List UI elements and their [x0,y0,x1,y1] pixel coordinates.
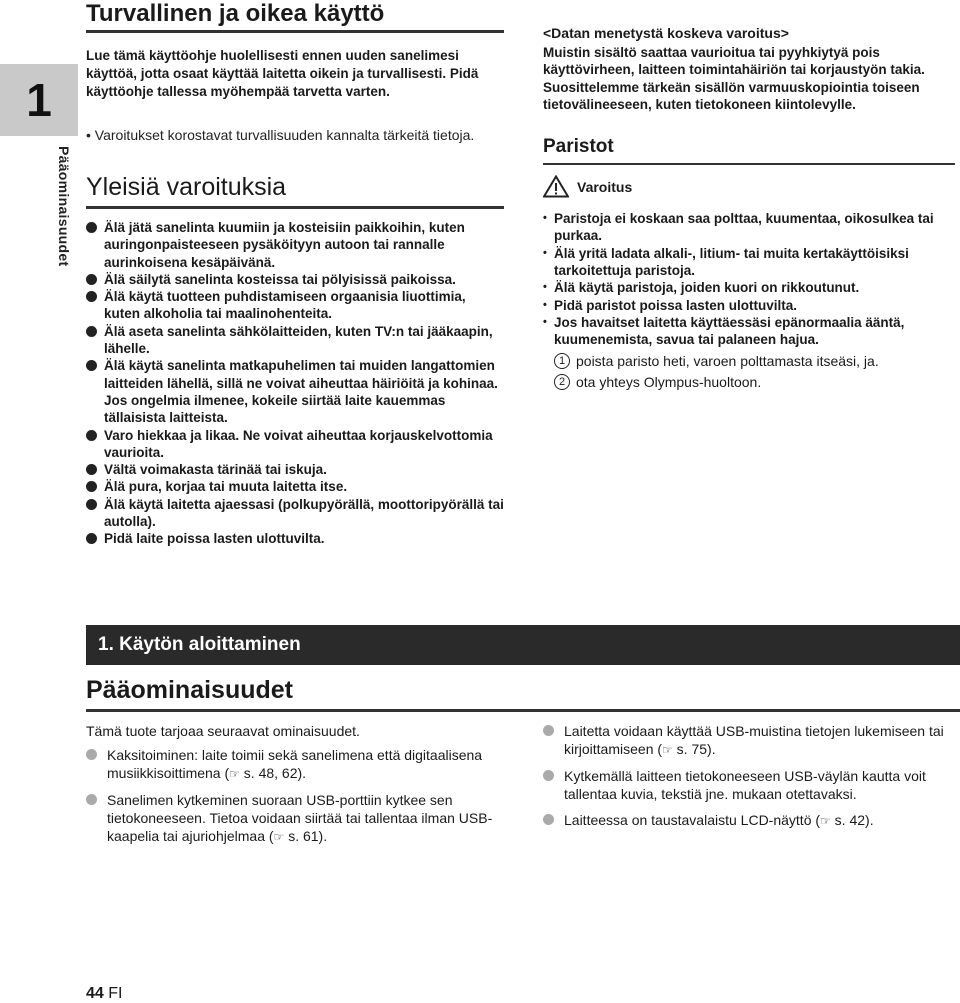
feature-item [543,767,955,803]
feature-ref: s. 42). [830,812,874,828]
warning-header [543,175,955,198]
right-column [543,24,955,391]
feature-text: Laitteessa on taustavalaistu LCD-näyttö ( [564,812,821,828]
step-row [543,373,955,391]
features-list-left [86,746,496,846]
safety-note: • Varoitukset korostavat turvallisuuden kannalta tärkeitä tietoja. [86,127,475,143]
feature-ref: s. 48, 62). [239,765,307,781]
features-left-column [86,722,496,854]
step-text: ota yhteys Olympus-huoltoon. [576,373,762,390]
battery-warning-item: • Pidä paristot poissa lasten ulottuvilta. [543,297,955,314]
battery-warning-item: • Jos havaitset laitetta käyttäessäsi epänormaalia ääntä, kuumenemista, savua tai palaneen hajua. [543,314,955,349]
battery-warning-item: • Paristoja ei koskaan saa polttaa, kuumentaa, oikosulkea tai purkaa. [543,210,955,245]
feature-ref: s. 75). [672,741,716,757]
warning-item: Vältä voimakasta tärinää tai iskuja. [86,461,504,478]
warning-triangle-icon [543,175,569,198]
section-side-label: Pääominaisuudet [56,146,72,267]
warning-item: Älä käytä laitetta ajaessasi (polkupyörällä, moottoripyörällä tai autolla). [86,496,504,531]
step-number: 2 [554,374,570,390]
page-reference-icon: ☞ [273,830,285,844]
general-warnings-title: Yleisiä varoituksia [86,172,504,209]
chapter-tab [0,64,78,136]
chapter-band: 1. Käytön aloittaminen [86,625,960,665]
warning-item: Varo hiekkaa ja likaa. Ne voivat aiheuttaa korjauskelvottomia vaurioita. [86,427,504,462]
page-number [86,985,122,1003]
features-intro: Tämä tuote tarjoaa seuraavat ominaisuudet. [86,723,360,739]
chapter-number: 1 [26,74,52,126]
features-title: Pääominaisuudet [86,675,960,712]
feature-text: Kaksitoiminen: laite toimii sekä sanelimena että digitaalisena musiikkisoittimena ( [107,747,483,781]
language-code: FI [108,985,123,1002]
batteries-title: Paristot [543,135,955,165]
step-text: poista paristo heti, varoen polttamasta itseäsi, ja. [576,352,879,369]
page-reference-icon: ☞ [229,767,240,781]
warning-item: Älä jätä sanelinta kuumiin ja kosteisiin paikkoihin, kuten auringonpaisteeseen pysäköityyn autoon tai rannalle aurinkoisena kesäpäivänä. [86,219,504,271]
feature-text: Sanelimen kytkeminen suoraan USB-porttiin kytkee sen tietokoneeseen. Tietoa voidaan siirtää tai tallentaa ilman USB-kaapelia tai ajuriohjelmaa ( [107,792,493,844]
battery-warnings-list [543,210,955,348]
battery-warning-item: • Älä yritä ladata alkali-, litium- tai muita kertakäyttöisiksi tarkoitettuja paristoja. [543,245,955,280]
page-number-value: 44 [86,985,104,1002]
step-row [543,352,955,370]
warning-item: Älä käytä tuotteen puhdistamiseen orgaanisia liuottimia, kuten alkoholia tai maalinohenteita. [86,288,504,323]
warning-item: Pidä laite poissa lasten ulottuvilta. [86,530,504,547]
step-number: 1 [554,353,570,369]
feature-item [86,746,496,783]
feature-text: Kytkemällä laitteen tietokoneeseen USB-väylän kautta voit tallentaa kuvia, tekstiä jne. mukaan otettavaksi. [564,768,926,802]
warning-label: Varoitus [577,178,633,195]
feature-text: Laitetta voidaan käyttää USB-muistina tietojen lukemiseen tai kirjoittamiseen ( [564,723,944,757]
warning-item: Älä käytä sanelinta matkapuhelimen tai muiden langattomien laitteiden lähellä, sillä ne voivat aiheuttaa häiriöitä ja kohinaa. Jos ongelmia ilmenee, kokeile siirtää laite kauemmas tällaisista laitteista. [86,357,504,426]
feature-item [86,791,496,846]
safety-intro: Lue tämä käyttöohje huolellisesti ennen uuden sanelimesi käyttöä, jotta osaat käyttää laitetta oikein ja turvallisesti. Pidä käyttöohje tallessa myöhempää tarvetta varten. [86,48,479,99]
data-loss-title: <Datan menetystä koskeva varoitus> [543,25,789,41]
features-right-column [543,722,955,838]
features-list-right [543,722,955,830]
feature-item [543,811,955,830]
data-loss-text: Muistin sisältö saattaa vaurioitua tai pyyhkiytyä pois käyttövirheen, laitteen toimintahäiriön tai korjaustyön takia. Suosittelemme tärkeän sisällön varmuuskopiointia toiseen tietovälineeseen, kuten tietokoneen kiintolevylle. [543,45,925,112]
feature-ref: s. 61). [284,828,328,844]
feature-item [543,722,955,759]
general-warnings-list [86,219,504,548]
page-reference-icon: ☞ [820,814,831,828]
left-column [86,0,504,548]
warning-item: Älä aseta sanelinta sähkölaitteiden, kuten TV:n tai jääkaapin, lähelle. [86,323,504,358]
battery-warning-item: • Älä käytä paristoja, joiden kuori on rikkoutunut. [543,279,955,296]
safety-title: Turvallinen ja oikea käyttö [86,0,504,33]
warning-item: Älä pura, korjaa tai muuta laitetta itse. [86,478,504,495]
page-reference-icon: ☞ [662,743,673,757]
warning-item: Älä säilytä sanelinta kosteissa tai pölyisissä paikoissa. [86,271,504,288]
